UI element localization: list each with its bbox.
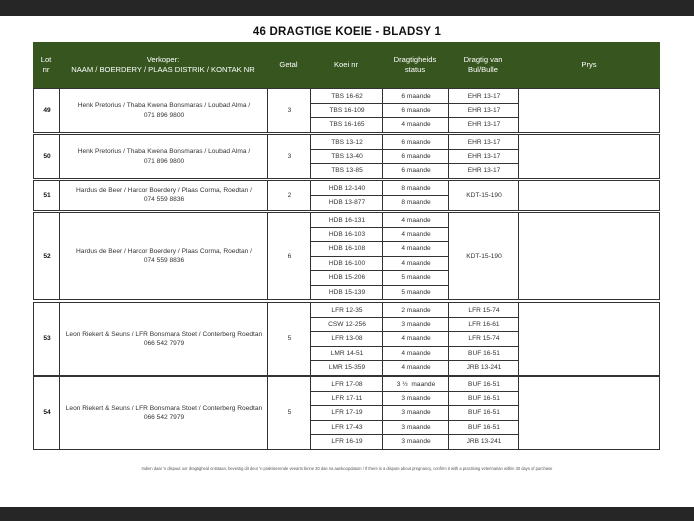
pregnancy-status: 6 maande (401, 106, 431, 114)
header-bull: Dragtig van Bul/Bulle (463, 54, 503, 74)
table-header (33, 42, 660, 88)
header-lot: Lot nr (40, 54, 52, 74)
bull-id: EHR 13-17 (467, 152, 501, 160)
cow-id: TBS 16-62 (331, 92, 363, 100)
lot-block (33, 88, 660, 133)
bull-id: BUF 16-51 (468, 423, 500, 431)
lot-block (33, 134, 660, 179)
lot-block (33, 376, 660, 450)
cow-id: CSW 12-256 (328, 320, 366, 328)
pregnancy-status: 6 maande (401, 138, 431, 146)
bull-id: BUF 16-51 (468, 394, 500, 402)
pregnancy-status: 5 maande (401, 274, 431, 282)
cow-id: HDB 16-108 (328, 245, 366, 253)
pregnancy-status: 3 maande (401, 394, 431, 402)
cow-id: LMR 14-51 (330, 349, 364, 357)
cow-id: HDB 15-139 (328, 288, 366, 296)
cow-id: TBS 13-12 (331, 138, 363, 146)
cow-id: TBS 16-109 (329, 106, 365, 114)
cow-id: HDB 16-103 (328, 230, 366, 238)
pregnancy-status: 3 maande (401, 409, 431, 417)
pregnancy-status: 4 maande (401, 245, 431, 253)
bull-id: BUF 16-51 (468, 409, 500, 417)
cow-id: HDB 16-131 (328, 216, 366, 224)
cow-id: HDB 13-877 (328, 198, 366, 206)
cow-count: 6 (287, 252, 292, 260)
cow-id: LMR 15-359 (328, 364, 366, 372)
cow-id: TBS 16-165 (329, 121, 365, 129)
cow-id: LFR 17-19 (331, 409, 363, 417)
price-cell (519, 377, 659, 449)
pregnancy-status: 6 maande (401, 167, 431, 175)
pregnancy-status: 8 maande (401, 198, 431, 206)
pregnancy-status: 4 maande (401, 349, 431, 357)
seller-info: Hardus de Beer / Harcor Boerdery / Plaas Corma, Roedtan / 074 559 8836 (76, 247, 252, 265)
pregnancy-status: 4 maande (401, 364, 431, 372)
seller-info: Henk Pretorius / Thaba Kwena Bonsmaras / Loubad Alma / 071 896 9800 (77, 102, 251, 119)
bull-id: BUF 16-51 (468, 349, 500, 357)
bull-id: EHR 13-17 (467, 167, 501, 175)
bull-id: KDT-15-190 (466, 252, 502, 260)
cow-id: LFR 17-11 (331, 394, 363, 402)
cow-id: TBS 13-40 (331, 152, 363, 160)
pregnancy-status: 3 maande (401, 438, 431, 446)
pregnancy-status: 6 maande (401, 92, 431, 100)
pregnancy-status: 3 ½ maande (396, 380, 436, 388)
pregnancy-status: 2 maande (401, 306, 431, 314)
bull-id: KDT-15-190 (466, 191, 502, 199)
cow-count: 5 (287, 335, 292, 343)
cow-id: LFR 17-43 (331, 423, 363, 431)
bull-id: LFR 15-74 (468, 335, 500, 343)
pregnancy-status: 4 maande (401, 230, 431, 238)
cow-id: LFR 16-19 (331, 438, 363, 446)
lot-number: 52 (43, 252, 51, 260)
lot-number: 51 (43, 191, 51, 199)
seller-info: Leon Riekert & Seuns / LFR Bonsmara Stoet / Conterberg Roedtan 066 542 7979 (65, 330, 263, 347)
cow-id: TBS 13-85 (331, 167, 363, 175)
lot-block (33, 180, 660, 211)
lot-number: 50 (43, 152, 51, 160)
pregnancy-status: 5 maande (401, 288, 431, 296)
header-price: Prys (581, 59, 597, 69)
cow-id: HDB 16-100 (328, 259, 366, 267)
seller-info: Hardus de Beer / Harcor Boerdery / Plaas Corma, Roedtan / 074 559 8836 (76, 187, 252, 204)
pregnancy-status: 3 maande (401, 320, 431, 328)
lot-number: 54 (43, 409, 51, 417)
pregnancy-status: 3 maande (401, 423, 431, 431)
bull-id: EHR 13-17 (467, 106, 501, 114)
pregnancy-status: 6 maande (401, 152, 431, 160)
pregnancy-status: 4 maande (401, 259, 431, 267)
lot-number: 49 (43, 106, 51, 114)
cow-id: LFR 13-08 (331, 335, 363, 343)
cow-id: LFR 12-35 (331, 306, 363, 314)
cow-count: 2 (287, 191, 292, 199)
price-cell (519, 303, 659, 375)
footer-note: Indien daar 'n dispuut oor dragtigheid ontstaan, bevestig dit deur 'n praktiserende veearts binne 30 dae na aankoopdatum / If there is a dispute about pregnancy, confirm it with a practising veterinarian within 30 days of purchase (141, 466, 553, 471)
seller-info: Henk Pretorius / Thaba Kwena Bonsmaras / Loubad Alma / 071 896 9800 (77, 148, 251, 165)
price-cell (519, 135, 659, 178)
bull-id: JRB 13-241 (466, 364, 502, 372)
header-count: Getal (279, 59, 298, 69)
bull-id: EHR 13-17 (467, 138, 501, 146)
header-seller: Verkoper: NAAM / BOERDERY / PLAAS DISTRIK / KONTAK NR (71, 54, 255, 74)
bull-id: EHR 13-17 (467, 92, 501, 100)
pregnancy-status: 4 maande (401, 216, 431, 224)
cow-count: 3 (287, 106, 292, 114)
lot-block (33, 302, 660, 376)
price-cell (519, 213, 659, 299)
cow-count: 5 (287, 409, 292, 417)
price-cell (519, 181, 659, 210)
header-status: Dragtigheids status (393, 54, 437, 74)
cow-count: 3 (287, 152, 292, 160)
pregnancy-status: 4 maande (401, 121, 431, 129)
cow-id: HDB 12-140 (328, 184, 366, 192)
bull-id: EHR 13-17 (467, 121, 501, 129)
pregnancy-status: 8 maande (401, 184, 431, 192)
bull-id: BUF 16-51 (468, 380, 500, 388)
seller-info: Leon Riekert & Seuns / LFR Bonsmara Stoet / Conterberg Roedtan 066 542 7979 (65, 404, 263, 421)
pregnancy-status: 4 maande (401, 335, 431, 343)
cow-id: LFR 17-08 (331, 380, 363, 388)
header-cow: Koei nr (333, 59, 359, 69)
price-cell (519, 89, 659, 132)
bull-id: LFR 16-61 (468, 320, 500, 328)
bottom-bar (0, 507, 694, 521)
cow-id: HDB 15-206 (328, 274, 366, 282)
page-title: 46 DRAGTIGE KOEIE - BLADSY 1 (252, 26, 442, 38)
lot-number: 53 (43, 335, 51, 343)
lot-block (33, 212, 660, 300)
bull-id: LFR 15-74 (468, 306, 500, 314)
top-bar (0, 0, 694, 16)
bull-id: JRB 13-241 (466, 438, 502, 446)
